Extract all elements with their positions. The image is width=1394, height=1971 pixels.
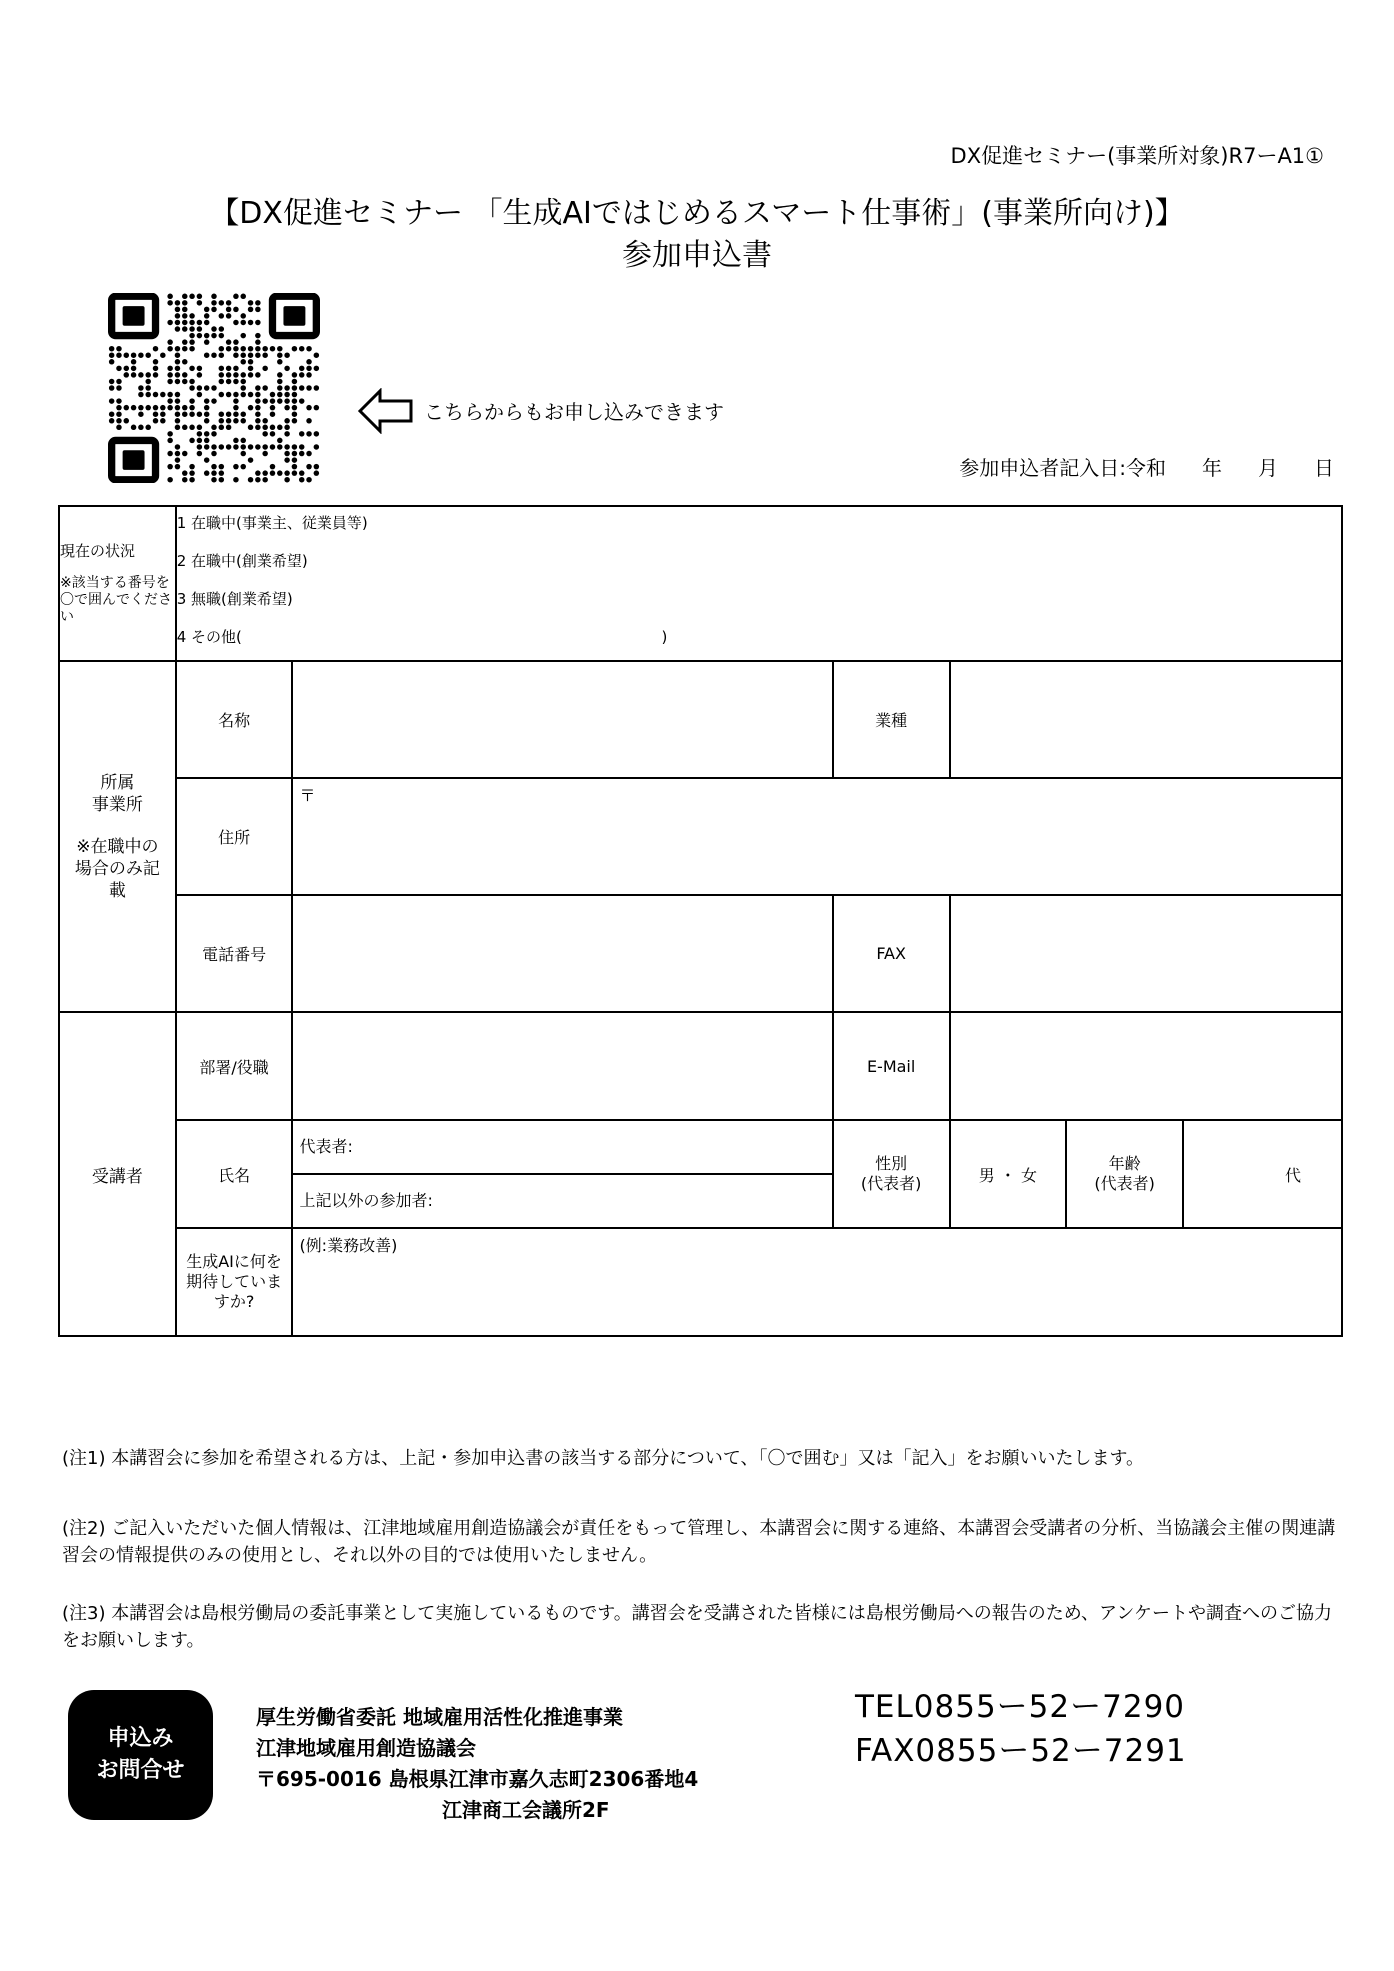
left-arrow-icon (358, 388, 414, 434)
office-name-field[interactable] (292, 661, 832, 778)
status-option-2[interactable]: 2 在職中(創業希望) (176, 551, 308, 570)
year-label: 年 (1202, 456, 1222, 480)
application-form-table (58, 505, 1343, 1337)
industry-field[interactable] (950, 661, 1343, 778)
industry-label: 業種 (833, 661, 950, 778)
organizer-info (256, 1702, 698, 1826)
office-label: 所属 事業所 (91, 772, 143, 815)
expectation-label: 生成AIに何を期待していますか? (176, 1228, 293, 1336)
status-option-1[interactable]: 1 在職中(事業主、従業員等) (176, 513, 368, 532)
status-label: 現在の状況 (60, 541, 136, 560)
name-label: 氏名 (176, 1120, 293, 1228)
document-code: DX促進セミナー(事業所対象)R7ーA1① (950, 144, 1324, 168)
organizer-address-building: 江津商工会議所2F (442, 1798, 610, 1822)
office-label-cell (59, 661, 176, 1012)
postal-mark: 〒 (299, 786, 316, 805)
contact-numbers (855, 1685, 1187, 1773)
organizer-address: 〒695-0016 島根県江津市嘉久志町2306番地4 (256, 1767, 699, 1791)
note-1: (注1) 本講習会に参加を希望される方は、上記・参加申込書の該当する部分について、「〇で囲む」又は「記入」をお願いいたします。 (62, 1448, 1145, 1469)
contact-badge-line2: お問合せ (96, 1758, 185, 1783)
qr-code[interactable] (108, 293, 320, 483)
form-title: 【DX促進セミナー 「生成AIではじめるスマート仕事術」(事業所向け)】 (209, 196, 1185, 231)
address-field[interactable] (292, 778, 1342, 895)
note-2: (注2) ご記入いただいた個人情報は、江津地域雇用創造協議会が責任をもって管理し、本講習会に関する連絡、本講習会受講者の分析、当協議会主催の関連講習会の情報提供のみの使用とし、それ以外の目的では使用いたしません。 (62, 1518, 1336, 1566)
gender-label: 性別 (代表者) (833, 1120, 950, 1228)
status-option-3[interactable]: 3 無職(創業希望) (176, 589, 293, 608)
phone-number[interactable]: TEL0855ー52ー7290 (855, 1689, 1186, 1725)
organizer-line1: 厚生労働省委託 地域雇用活性化推進事業 (256, 1705, 623, 1729)
status-label-cell (59, 506, 176, 661)
gender-field[interactable]: 男 ・ 女 (950, 1120, 1067, 1228)
expectation-field[interactable] (292, 1228, 1342, 1336)
qr-note: こちらからもお申し込みできます (424, 400, 724, 424)
contact-badge (68, 1690, 213, 1820)
status-hint: ※該当する番号を〇で囲んでください (60, 574, 172, 625)
contact-badge-line1: 申込み (107, 1726, 174, 1751)
age-label: 年齢 (代表者) (1066, 1120, 1183, 1228)
phone-field[interactable] (292, 895, 832, 1012)
day-label: 日 (1314, 456, 1334, 480)
status-option-4[interactable]: 4 その他( ) (176, 627, 668, 646)
name-field (292, 1120, 832, 1228)
other-participants-field[interactable]: 上記以外の参加者: (299, 1191, 433, 1210)
office-name-label: 名称 (176, 661, 293, 778)
fax-number: FAX0855ー52ー7291 (855, 1733, 1187, 1769)
form-subtitle: 参加申込書 (622, 238, 772, 273)
month-label: 月 (1258, 456, 1278, 480)
office-hint: ※在職中の場合のみ記載 (74, 836, 160, 901)
note-3: (注3) 本講習会は島根労働局の委託事業として実施しているものです。講習会を受講された皆様には島根労働局への報告のため、アンケートや調査へのご協力をお願いします。 (62, 1603, 1332, 1651)
fax-field[interactable] (950, 895, 1343, 1012)
dept-label: 部署/役職 (176, 1012, 293, 1120)
address-label: 住所 (176, 778, 293, 895)
expectation-example: (例:業務改善) (299, 1236, 398, 1255)
entry-date-label: 参加申込者記入日:令和 (959, 456, 1166, 480)
phone-label: 電話番号 (176, 895, 293, 1012)
attendee-label: 受講者 (59, 1012, 176, 1336)
age-field[interactable] (1183, 1120, 1342, 1228)
dept-field[interactable] (292, 1012, 832, 1120)
age-unit: 代 (1284, 1165, 1301, 1185)
status-options (176, 506, 1342, 661)
organizer-line2: 江津地域雇用創造協議会 (256, 1736, 476, 1760)
email-label: E-Mail (833, 1012, 950, 1120)
entry-date-line (959, 452, 1334, 481)
representative-field[interactable]: 代表者: (293, 1121, 831, 1175)
fax-label: FAX (833, 895, 950, 1012)
email-field[interactable] (950, 1012, 1343, 1120)
